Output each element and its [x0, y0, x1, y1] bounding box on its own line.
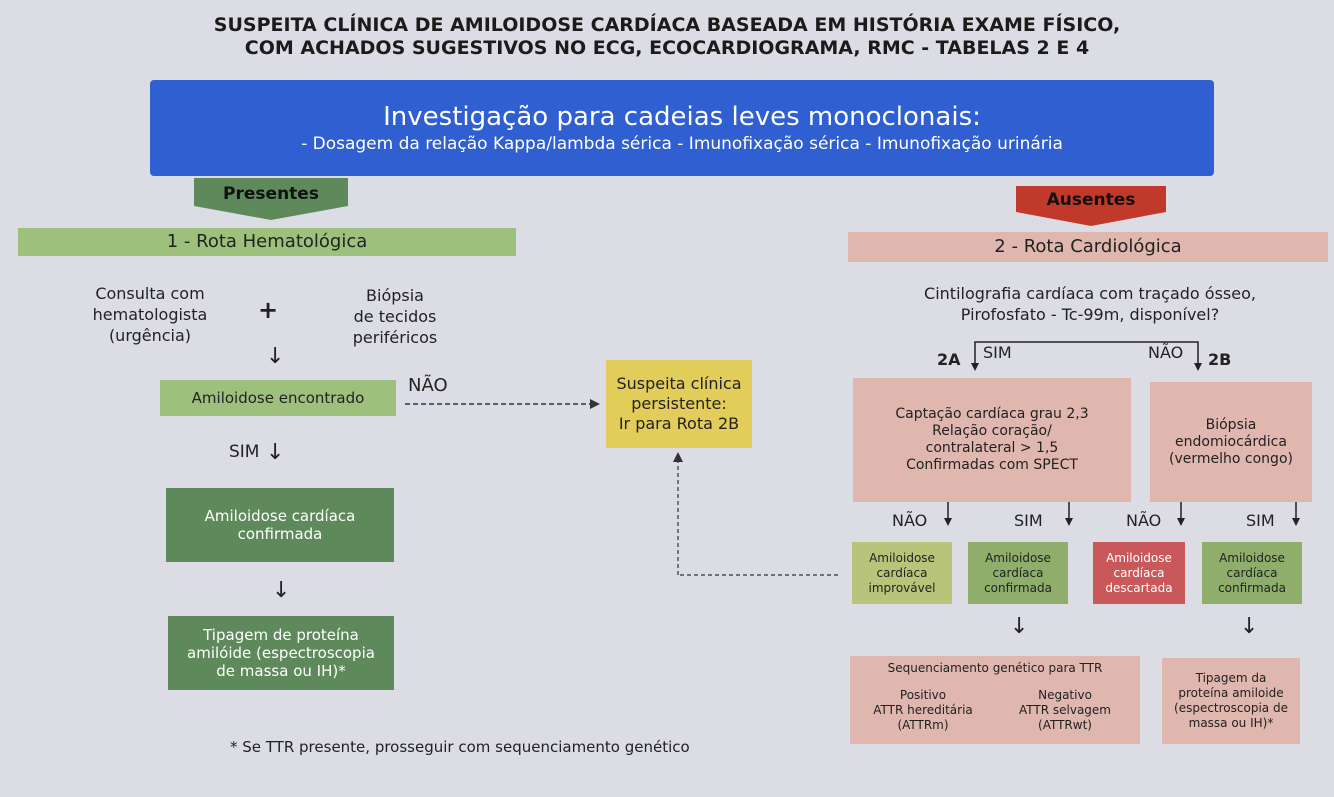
sim-arrowhead	[971, 363, 979, 371]
label-2a: 2A	[937, 350, 961, 369]
nao-arrowhead	[1194, 363, 1202, 371]
investigation-heading: Investigação para cadeias leves monoclonais:	[383, 102, 981, 132]
biopsy-no-label: NÃO	[1126, 511, 1162, 530]
footnote: * Se TTR presente, prosseguir com sequenciamento genético	[230, 738, 690, 756]
cardiologic-route-title: 2 - Rota Cardiológica	[994, 236, 1182, 257]
cardiac-uptake-box: Captação cardíaca grau 2,3 Relação coração/ contralateral > 1,5 Confirmadas com SPECT	[853, 378, 1131, 502]
uptake-yes-arrowhead	[1065, 518, 1073, 526]
amyloidosis-discarded-box: Amiloidose cardíaca descartada	[1093, 542, 1185, 604]
biopsy-yes-arrowhead	[1292, 518, 1300, 526]
scintigraphy-no: NÃO	[1148, 343, 1184, 362]
present-tag: Presentes	[223, 184, 319, 204]
biopsy-no-arrowhead	[1177, 518, 1185, 526]
amyloid-protein-typing-box: Tipagem da proteína amiloide (espectroscopia de massa ou IH)*	[1162, 658, 1300, 744]
yes-label: SIM	[229, 442, 260, 462]
scintigraphy-question: Cintilografia cardíaca com traçado ósseo, Pirofosfato - Tc-99m, disponível?	[924, 284, 1256, 324]
uptake-yes-label: SIM	[1014, 511, 1043, 530]
plus-sign: +	[258, 296, 279, 324]
amyloidosis-found-box: Amiloidose encontrado	[160, 380, 396, 416]
investigation-box	[150, 80, 1214, 176]
peripheral-biopsy: Biópsia de tecidos periféricos	[352, 286, 438, 347]
investigation-subtitle: - Dosagem da relação Kappa/lambda sérica - Imunofixação sérica - Imunofixação urinária	[301, 134, 1063, 154]
persistent-arrowhead	[673, 452, 683, 462]
amyloidosis-improbable-box: Amiloidose cardíaca improvável	[852, 542, 952, 604]
down-arrow-icon: ↓	[1240, 614, 1259, 639]
protein-typing-box: Tipagem de proteína amilóide (espectroscopia de massa ou IH)*	[168, 616, 394, 690]
biopsy-yes-label: SIM	[1246, 511, 1275, 530]
sequencing-title: Sequenciamento genético para TTR	[887, 661, 1103, 675]
scintigraphy-yes: SIM	[983, 343, 1012, 362]
uptake-no-label: NÃO	[892, 511, 928, 530]
endomyocardial-biopsy-box: Biópsia endomiocárdica (vermelho congo)	[1150, 382, 1312, 502]
down-arrow-icon: ↓	[266, 440, 285, 465]
genetic-sequencing-box	[850, 656, 1140, 744]
hematologic-route-title: 1 - Rota Hematológica	[166, 231, 368, 252]
down-arrow-icon: ↓	[266, 344, 285, 369]
no-dashed-arrowhead	[590, 399, 600, 409]
absent-tag: Ausentes	[1046, 190, 1136, 210]
sequencing-negative: Negativo ATTR selvagem (ATTRwt)	[1019, 688, 1111, 732]
uptake-no-arrowhead	[944, 518, 952, 526]
page-title: SUSPEITA CLÍNICA DE AMILOIDOSE CARDÍACA BASEADA EM HISTÓRIA EXAME FÍSICO, COM ACHADOS SUGESTIVOS NO ECG, ECOCARDIOGRAMA, RMC - TABELAS 2 E 4	[213, 14, 1121, 59]
hematologist-consult: Consulta com hematologista (urgência)	[92, 284, 208, 345]
down-arrow-icon: ↓	[1010, 614, 1029, 639]
amyloidosis-confirmed-a-box: Amiloidose cardíaca confirmada	[968, 542, 1068, 604]
cardiologic-route-bar	[848, 232, 1328, 262]
persistent-suspicion-box: Suspeita clínica persistente: Ir para Rota 2B	[606, 360, 752, 448]
label-2b: 2B	[1208, 350, 1232, 369]
hematologic-route-bar	[18, 228, 516, 256]
down-arrow-icon: ↓	[272, 578, 291, 603]
cardiac-amyloidosis-confirmed-box: Amiloidose cardíaca confirmada	[166, 488, 394, 562]
sequencing-positive: Positivo ATTR hereditária (ATTRm)	[873, 688, 973, 732]
no-label: NÃO	[408, 375, 448, 396]
amyloidosis-confirmed-b-box: Amiloidose cardíaca confirmada	[1202, 542, 1302, 604]
